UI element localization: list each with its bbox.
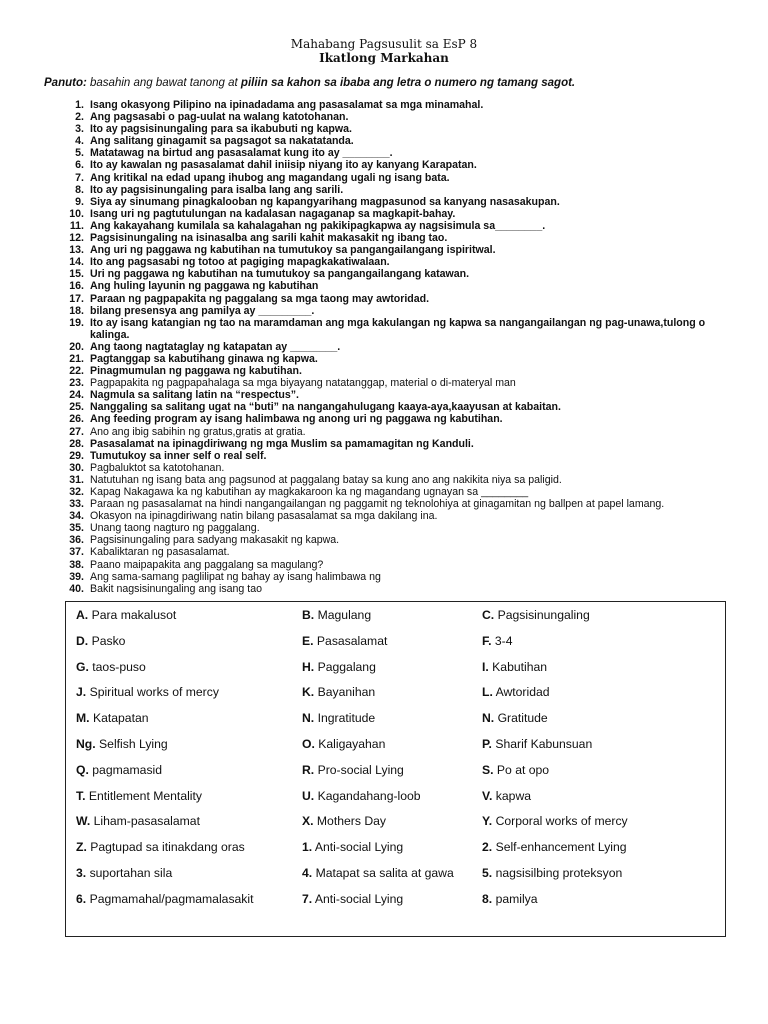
question-text: Nanggaling sa salitang ugat na “buti” na nangangahulugang kaaya-aya,kaayusan at kabaitan.: [90, 401, 561, 414]
choice-text: Awtoridad: [495, 685, 550, 700]
question-item: [66, 571, 736, 583]
choice-text: Katapatan: [92, 711, 149, 726]
choice-text: Kaligayahan: [318, 737, 386, 751]
answer-choice: [76, 892, 254, 906]
question-number: 20.: [69, 340, 84, 353]
question-number: 37.: [69, 546, 84, 559]
answer-choice: [76, 737, 168, 751]
choice-text: Pagmamahal/pagmamalasakit: [89, 891, 254, 906]
question-text: Kapag Nakagawa ka ng kabutihan ay magkakaroon ka ng magandang ugnayan sa ________: [90, 486, 529, 498]
question-text: Ang taong nagtataglay ng katapatan ay ________.: [90, 340, 341, 353]
choice-letter: A.: [76, 608, 89, 622]
question-item: [66, 377, 736, 389]
question-number: 21.: [69, 352, 84, 365]
choice-letter: Q.: [76, 762, 89, 777]
choice-letter: L.: [482, 685, 493, 700]
question-text: Isang uri ng pagtutulungan na kadalasan nagaganap sa magkapit-bahay.: [90, 207, 456, 220]
question-number: 36.: [69, 534, 84, 547]
answer-choice: [302, 685, 375, 699]
question-item: [66, 510, 736, 522]
question-item: [66, 486, 736, 498]
question-text: Bakit nagsisinungaling ang isang tao: [90, 582, 262, 595]
question-number: 26.: [69, 413, 84, 426]
answer-choice: [302, 814, 386, 828]
choice-text: Para makalusot: [91, 608, 177, 622]
question-text: Ang kritikal na edad upang ihubog ang magandang ugali ng isang bata.: [90, 171, 450, 184]
question-number: 1.: [75, 99, 84, 111]
answer-choice: [302, 608, 371, 622]
question-item: [66, 559, 736, 571]
question-item: [66, 534, 736, 546]
question-number: 16.: [69, 280, 84, 293]
question-item: [66, 280, 736, 292]
question-item: [66, 522, 736, 534]
choice-text: Kabutihan: [492, 659, 548, 674]
choice-text: Pagsisinungaling: [497, 608, 590, 622]
question-text: Paraan ng pasasalamat na hindi nangangailangan ng paggamit ng teknolohiya at ginagamitan ng ballpen at papel lamang.: [90, 498, 665, 511]
question-number: 11.: [69, 219, 84, 232]
question-text: Isang okasyong Pilipino na ipinadadama ang pasasalamat sa mga minamahal.: [90, 99, 484, 111]
answer-choices-box: [65, 601, 726, 937]
question-text: Ang huling layunin ng paggawa ng kabutihan: [90, 280, 319, 293]
choice-letter: J.: [76, 685, 87, 700]
question-item: [66, 99, 736, 111]
question-number: 3.: [75, 123, 84, 136]
question-item: [66, 426, 736, 438]
answer-choice: [482, 711, 548, 725]
question-list: [66, 99, 736, 595]
question-item: [66, 123, 736, 135]
question-number: 17.: [69, 292, 84, 305]
question-item: [66, 498, 736, 510]
question-text: Okasyon na ipinagdiriwang natin bilang pasasalamat sa mga dakilang ina.: [90, 510, 438, 523]
choice-letter: Ng.: [76, 737, 96, 751]
question-item: [66, 583, 736, 595]
question-text: Ang pagsasabi o pag-uulat na walang katotohanan.: [90, 111, 349, 124]
answer-choice: [482, 763, 549, 777]
choice-text: Matapat sa salita at gawa: [315, 866, 454, 880]
question-text: Matatawag na birtud ang pasasalamat kung ito ay ________.: [90, 147, 393, 160]
answer-choice: [76, 608, 176, 622]
question-item: [66, 135, 736, 147]
question-number: 23.: [69, 377, 84, 390]
choice-letter: K.: [302, 685, 315, 700]
choice-text: Anti-social Lying: [314, 840, 404, 855]
answer-choice: [302, 763, 404, 777]
question-number: 22.: [69, 365, 84, 378]
choice-letter: C.: [482, 608, 495, 622]
answer-choice: [302, 660, 376, 674]
question-text: Pagsisinungaling na isinasalba ang sarili kahit makasakit ng ibang tao.: [90, 232, 448, 245]
question-text: Ang salitang ginagamit sa pagsagot sa nakatatanda.: [90, 135, 354, 148]
choice-letter: U.: [302, 788, 315, 803]
question-text: Tumutukoy sa inner self o real self.: [90, 449, 267, 462]
question-item: [66, 341, 736, 353]
choice-text: Liham-pasasalamat: [93, 814, 200, 829]
choice-letter: B.: [302, 608, 315, 622]
choice-text: 3-4: [494, 633, 513, 648]
choice-letter: 8.: [482, 891, 493, 906]
question-text: Ito ay kawalan ng pasasalamat dahil iniisip niyang ito ay kanyang Karapatan.: [90, 159, 477, 172]
choice-text: nagsisilbing proteksyon: [495, 866, 623, 880]
question-item: [66, 413, 736, 425]
instructions-label: Panuto:: [44, 77, 87, 89]
choice-letter: 6.: [76, 891, 87, 906]
question-number: 15.: [69, 268, 84, 281]
choice-letter: G.: [76, 659, 89, 674]
question-item: [66, 159, 736, 171]
answer-choice: [482, 840, 627, 854]
choice-text: kapwa: [495, 788, 532, 803]
question-text: Nagmula sa salitang latin na “respectus”.: [90, 389, 299, 402]
exam-title: Mahabang Pagsusulit sa EsP 8: [290, 37, 478, 51]
answer-choice: [482, 737, 592, 751]
question-item: [66, 268, 736, 280]
choice-text: Entitlement Mentality: [88, 788, 202, 803]
question-number: 31.: [69, 473, 84, 486]
question-number: 9.: [75, 195, 84, 208]
question-number: 18.: [69, 304, 84, 317]
choice-text: Corporal works of mercy: [495, 814, 628, 829]
question-item: [66, 232, 736, 244]
choice-letter: D.: [76, 633, 89, 648]
choice-letter: F.: [482, 633, 492, 648]
instructions: [44, 77, 744, 89]
question-text: Ito ang pagsasabi ng totoo at pagiging mapagkakatiwalaan.: [90, 256, 390, 269]
question-item: [66, 220, 736, 232]
choice-text: Pasasalamat: [316, 633, 388, 648]
question-text: Uri ng paggawa ng kabutihan na tumutukoy sa pangangailangang katawan.: [90, 268, 470, 281]
question-number: 13.: [69, 244, 84, 257]
answer-choice: [482, 685, 550, 699]
choice-letter: W.: [76, 814, 91, 829]
question-number: 39.: [69, 570, 84, 583]
question-item: [66, 208, 736, 220]
choice-letter: Y.: [482, 814, 493, 829]
answer-choice: [76, 763, 162, 777]
question-item: [66, 365, 736, 377]
choice-letter: E.: [302, 633, 314, 648]
answer-choice: [482, 892, 538, 906]
question-text: Ang kakayahang kumilala sa kahalagahan ng pakikipagkapwa ay nagsisimula sa________.: [90, 219, 546, 232]
choice-letter: Z.: [76, 840, 87, 855]
question-text: Paraan ng pagpapakita ng paggalang sa mga taong may awtoridad.: [90, 292, 430, 305]
answer-choice: [76, 660, 146, 674]
question-text: Ito ay pagsisinungaling para isalba lang ang sarili.: [90, 183, 344, 196]
answer-choice: [76, 840, 245, 854]
answer-choice: [482, 608, 590, 622]
question-text: Ito ay isang katangian ng tao na maramdaman ang mga kakulangan ng kapwa sa nangangailangan ng pag-unawa,tulong o kalinga.: [90, 316, 706, 341]
question-item: [66, 462, 736, 474]
question-text: Pagsisinungaling para sadyang makasakit ng kapwa.: [90, 534, 340, 547]
question-text: Unang taong nagturo ng paggalang.: [90, 522, 260, 535]
question-text: Ang sama-samang paglilipat ng bahay ay isang halimbawa ng: [90, 570, 381, 583]
question-number: 24.: [69, 389, 84, 402]
answer-choice: [302, 892, 403, 906]
choice-text: Self-enhancement Lying: [495, 840, 627, 855]
answer-choice: [76, 685, 219, 699]
answer-choice: [482, 660, 547, 674]
question-number: 2.: [75, 111, 84, 124]
choice-letter: T.: [76, 788, 86, 803]
choice-text: pamilya: [495, 891, 538, 906]
question-item: [66, 172, 736, 184]
answer-choice: [482, 634, 513, 648]
question-number: 7.: [75, 171, 84, 184]
choice-letter: V.: [482, 788, 493, 803]
choice-letter: 5.: [482, 866, 493, 880]
instructions-text: basahin ang bawat tanong at: [90, 77, 238, 89]
choice-letter: I.: [482, 659, 489, 674]
answer-choice: [302, 711, 375, 725]
question-text: Ano ang ibig sabihin ng gratus,gratis at gratia.: [90, 425, 306, 438]
question-item: [66, 293, 736, 305]
answer-choice: [482, 866, 622, 880]
question-number: 14.: [69, 256, 84, 269]
exam-subtitle: Ikatlong Markahan: [319, 51, 449, 65]
choice-text: Selfish Lying: [99, 737, 168, 751]
question-item: [66, 401, 736, 413]
choice-letter: N.: [302, 711, 315, 726]
choice-letter: P.: [482, 737, 492, 751]
question-number: 28.: [69, 437, 84, 450]
question-text: Pagpapakita ng pagpapahalaga sa mga biyayang natatanggap, material o di-materyal man: [90, 377, 516, 390]
choice-text: suportahan sila: [89, 866, 173, 880]
choice-letter: O.: [302, 737, 315, 751]
question-item: [66, 389, 736, 401]
answer-choice: [302, 634, 387, 648]
question-item: [66, 438, 736, 450]
choice-text: Pro-social Lying: [317, 762, 404, 777]
question-number: 27.: [69, 425, 84, 438]
choice-letter: S.: [482, 762, 494, 777]
question-text: Pagbaluktot sa katotohanan.: [90, 461, 225, 474]
choice-text: Gratitude: [497, 711, 548, 726]
question-item: [66, 111, 736, 123]
choice-text: Po at opo: [496, 762, 550, 777]
choice-text: Pasko: [91, 633, 126, 648]
question-number: 10.: [69, 207, 84, 220]
question-number: 30.: [69, 461, 84, 474]
question-item: [66, 317, 736, 341]
answer-choice: [482, 789, 531, 803]
question-number: 12.: [69, 232, 84, 245]
choice-text: Ingratitude: [317, 711, 376, 726]
choice-text: Mothers Day: [316, 814, 386, 829]
question-item: [66, 244, 736, 256]
question-item: [66, 256, 736, 268]
question-text: Ang feeding program ay isang halimbawa ng anong uri ng paggawa ng kabutihan.: [90, 413, 503, 426]
answer-choice: [76, 866, 172, 880]
choice-text: Pagtupad sa itinakdang oras: [90, 840, 245, 855]
choice-letter: 7.: [302, 891, 313, 906]
question-text: Ito ay pagsisinungaling para sa ikabubuti ng kapwa.: [90, 123, 352, 136]
question-item: [66, 474, 736, 486]
question-item: [66, 196, 736, 208]
answer-choice: [302, 737, 385, 751]
question-text: Pinagmumulan ng paggawa ng kabutihan.: [90, 365, 302, 378]
answer-choice: [76, 634, 125, 648]
question-number: 8.: [75, 183, 84, 196]
question-item: [66, 184, 736, 196]
question-number: 19.: [69, 316, 84, 329]
choice-text: Anti-social Lying: [314, 891, 404, 906]
question-text: Pasasalamat na ipinagdiriwang ng mga Muslim sa pamamagitan ng Kanduli.: [90, 437, 474, 450]
question-text: Kabaliktaran ng pasasalamat.: [90, 546, 230, 559]
question-number: 35.: [69, 522, 84, 535]
choice-letter: H.: [302, 659, 315, 674]
question-number: 5.: [75, 147, 84, 160]
question-number: 25.: [69, 401, 84, 414]
answer-choice: [76, 711, 149, 725]
question-text: Paano maipapakita ang paggalang sa magulang?: [90, 558, 324, 571]
question-number: 38.: [69, 558, 84, 571]
answer-choice: [302, 866, 454, 880]
question-text: bilang presensya ang pamilya ay _________.: [90, 304, 315, 317]
answer-choice: [76, 789, 202, 803]
choice-letter: M.: [76, 711, 90, 726]
answer-choice: [482, 814, 628, 828]
choice-letter: 1.: [302, 840, 313, 855]
choice-letter: 3.: [76, 866, 87, 880]
question-item: [66, 147, 736, 159]
choice-text: pagmamasid: [92, 762, 163, 777]
question-number: 4.: [75, 135, 84, 148]
choice-letter: N.: [482, 711, 495, 726]
choice-letter: R.: [302, 762, 315, 777]
question-number: 32.: [69, 486, 84, 498]
question-item: [66, 450, 736, 462]
question-number: 33.: [69, 498, 84, 511]
choice-text: Sharif Kabunsuan: [495, 737, 593, 751]
question-item: [66, 353, 736, 365]
question-number: 34.: [69, 510, 84, 523]
question-item: [66, 305, 736, 317]
question-text: Ang uri ng paggawa ng kabutihan na tumutukoy sa pangangailangang ispiritwal.: [90, 244, 496, 257]
choice-letter: 2.: [482, 840, 493, 855]
choice-letter: X.: [302, 814, 314, 829]
choice-text: Bayanihan: [317, 685, 376, 700]
question-item: [66, 546, 736, 558]
question-text: Siya ay sinumang pinagkalooban ng kapangyarihang magpasunod sa kanyang nasasakupan.: [90, 195, 560, 208]
choice-text: taos-puso: [92, 659, 146, 674]
question-number: 6.: [75, 159, 84, 172]
choice-text: Spiritual works of mercy: [89, 685, 219, 700]
answer-choice: [302, 789, 421, 803]
choice-text: Kagandahang-loob: [317, 788, 421, 803]
choice-letter: 4.: [302, 866, 313, 880]
question-text: Natutuhan ng isang bata ang pagsunod at paggalang batay sa kung ano ang nakikita niya sa paligid.: [90, 473, 562, 486]
question-text: Pagtanggap sa kabutihang ginawa ng kapwa.: [90, 352, 318, 365]
choice-text: Magulang: [317, 608, 372, 622]
answer-choice: [302, 840, 403, 854]
choice-text: Paggalang: [317, 659, 376, 674]
answer-choice: [76, 814, 200, 828]
instructions-text-bold: piliin sa kahon sa ibaba ang letra o numero ng tamang sagot.: [240, 77, 576, 89]
question-number: 29.: [69, 449, 84, 462]
question-number: 40.: [69, 582, 84, 595]
